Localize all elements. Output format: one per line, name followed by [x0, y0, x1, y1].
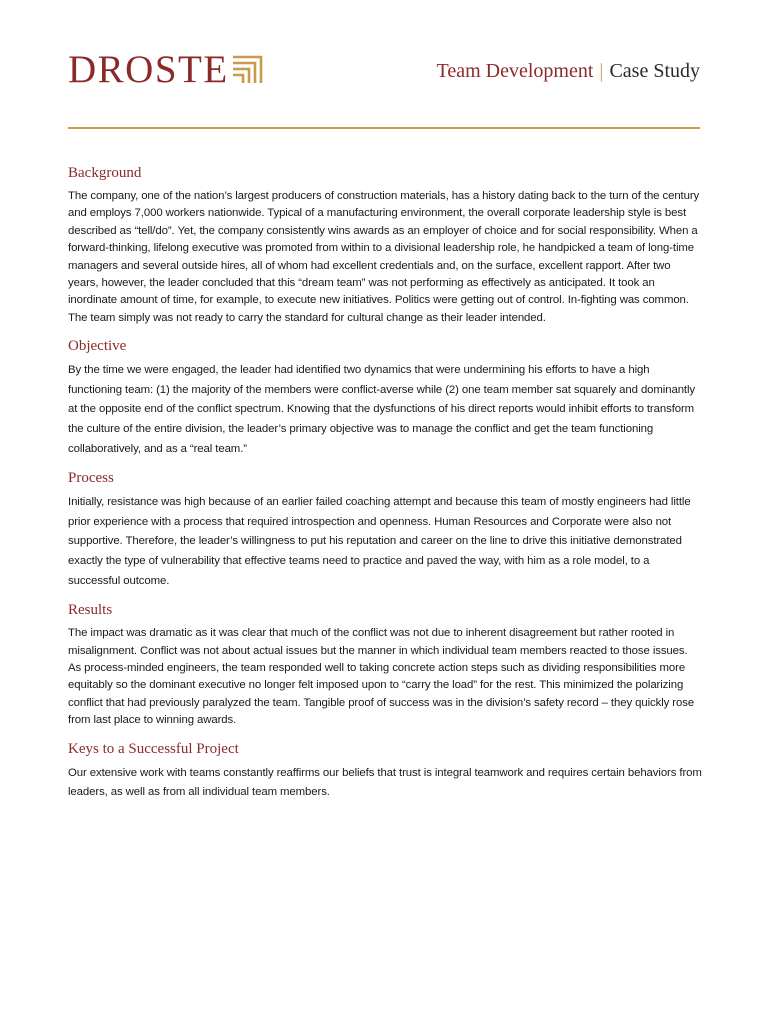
- logo-wordmark: DROSTE: [68, 48, 229, 91]
- title-separator: |: [599, 60, 604, 82]
- section-objective: [68, 337, 702, 459]
- section-results: [68, 601, 702, 729]
- section-background: [68, 164, 702, 327]
- section-process: [68, 469, 702, 591]
- title-type: Case Study: [609, 60, 700, 82]
- section-heading: Keys to a Successful Project: [68, 740, 239, 757]
- title-topic: Team Development: [436, 60, 594, 82]
- section-paragraph: The company, one of the nation’s largest producers of construction materials, has a history dating back to the turn of the century and employs 7,000 workers nationwide. Typical of a manufacturing environment, the overall corporate leadership style is best described as “tell/do”. Yet, the company consistently wins awards as an employer of choice and for social responsibility. When a forward-thinking, lifelong executive was promoted from within to a divisional leadership role, he handpicked a team of long-time managers and several outside hires, all of whom had excellent credentials and, on the surface, excellent rapport. After two years, however, the leader concluded that this “dream team” was not performing as effectively as anticipated. It took an inordinate amount of time, for example, to execute new initiatives. Politics were getting out of control. In-fighting was common. The team simply was not ready to carry the standard for cultural change as their leader intended.: [68, 190, 700, 324]
- section-paragraph: By the time we were engaged, the leader had identified two dynamics that were undermining his efforts to have a high functioning team: (1) the majority of the members were conflict-averse while (2) one team member sat squarely and dominantly at the opposite end of the conflict spectrum. Knowing that the dysfunctions of his direct reports would inhibit efforts to transform the culture of the entire division, the leader’s primary objective was to manage the conflict and get the team functioning collaboratively, and as a “real team.”: [68, 364, 696, 455]
- page-header: [68, 46, 700, 96]
- header-divider: [68, 127, 700, 129]
- document-body: [68, 164, 702, 813]
- droste-logo: [68, 50, 265, 90]
- section-paragraph: Our extensive work with teams constantly reaffirms our beliefs that trust is integral teamwork and requires certain behaviors from leaders, as well as from all individual team members.: [68, 766, 702, 799]
- droste-mark-icon: [231, 51, 265, 85]
- section-heading: Process: [68, 470, 114, 487]
- section-heading: Results: [68, 602, 113, 619]
- section-keys: [68, 740, 702, 803]
- section-paragraph: The impact was dramatic as it was clear that much of the conflict was not due to inherent disagreement but rather rooted in misalignment. Conflict was not about actual issues but the manner in which individual team members reacted to those issues. As process-minded engineers, the team responded well to taking concrete action steps such as dividing responsibilities more equitably so the dominant executive no longer felt imposed upon to “carry the load” for the rest. This minimized the polarizing conflict that had previously paralyzed the team. Tangible proof of success was in the division’s safety record – they quickly rose from last place to winning awards.: [68, 627, 695, 727]
- section-heading: Background: [68, 165, 142, 181]
- section-heading: Objective: [68, 338, 127, 355]
- section-paragraph: Initially, resistance was high because of an earlier failed coaching attempt and because this team of mostly engineers had little prior experience with a process that required introspection and openness. Human Resources and Corporate were also not supportive. Therefore, the leader’s willingness to put his reputation and career on the line to drive this initiative demonstrated exactly the type of vulnerability that effective teams need to practice and paved the way, with him as a role model, to a successful outcome.: [68, 496, 691, 587]
- document-title: [437, 60, 700, 83]
